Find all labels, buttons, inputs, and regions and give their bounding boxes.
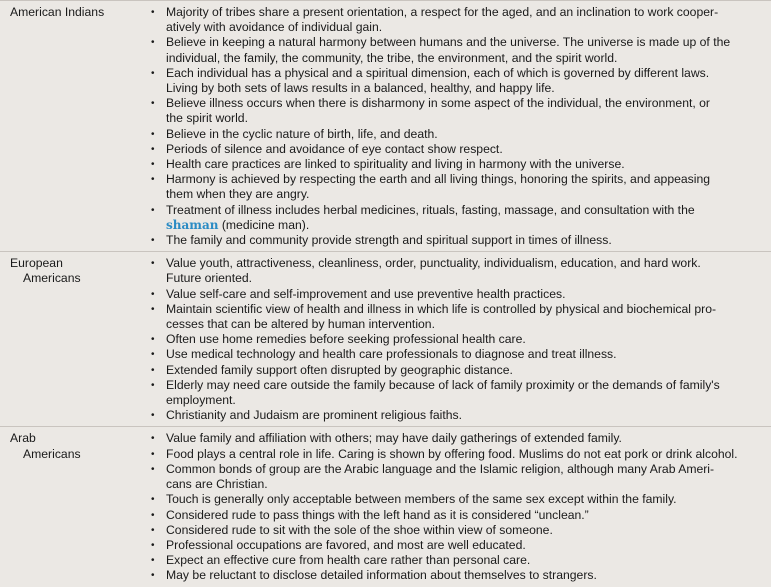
bullet-icon: • [151, 463, 155, 475]
bullet-list [140, 5, 771, 248]
bullet-icon: • [151, 303, 155, 315]
bullet-icon: • [151, 509, 155, 521]
bullet-icon: • [151, 37, 155, 49]
item-text-line: Value self-care and self-improvement and use preventive health practices. [166, 286, 566, 301]
list-item [140, 553, 771, 568]
glossary-term-gloss: (medicine man). [218, 217, 310, 232]
item-text-line: cans are Christian. [166, 477, 268, 492]
list-item [140, 142, 771, 157]
item-text-line: Harmony is achieved by respecting the earth and all living things, honoring the spirits, and appeasing [166, 172, 711, 187]
bullet-icon: • [151, 539, 155, 551]
item-text-line: Believe in keeping a natural harmony between humans and the universe. The universe is made up of the [166, 35, 731, 50]
bullet-icon: • [151, 555, 155, 567]
item-text-line: Food plays a central role in life. Caring is shown by offering food. Muslims do not eat pork or drink alcohol. [166, 446, 738, 461]
list-item [140, 332, 771, 347]
item-text-line: Health care practices are linked to spirituality and living in harmony with the universe. [166, 157, 625, 172]
list-item [140, 492, 771, 507]
bullet-icon: • [151, 174, 155, 186]
group-label [0, 252, 140, 427]
item-text-line: employment. [166, 393, 236, 408]
group-label-line: Americans [23, 271, 81, 286]
list-item [140, 127, 771, 142]
item-text-line: Treatment of illness includes herbal medicines, rituals, fasting, massage, and consultation with the [166, 202, 695, 217]
list-item [140, 302, 771, 332]
bullet-icon: • [151, 67, 155, 79]
item-text-line: Often use home remedies before seeking professional health care. [166, 332, 526, 347]
bullet-icon: • [151, 448, 155, 460]
list-item [140, 203, 771, 233]
item-text-line: Considered rude to pass things with the left hand as it is considered “unclean.” [166, 507, 589, 522]
bullet-icon: • [151, 204, 155, 216]
bullet-icon: • [151, 570, 155, 582]
bullet-icon: • [151, 524, 155, 536]
items-cell [140, 1, 771, 252]
list-item [140, 233, 771, 248]
group-label-line: Arab [10, 431, 36, 446]
item-text-line: Each individual has a physical and a spiritual dimension, each of which is governed by different laws. [166, 65, 710, 80]
list-item [140, 347, 771, 362]
bullet-icon: • [151, 258, 155, 270]
bullet-list [140, 431, 771, 583]
table-row [0, 252, 771, 427]
item-text-line: May be reluctant to disclose detailed information about themselves to strangers. [166, 568, 597, 583]
item-text-line: Value family and affiliation with others; may have daily gatherings of extended family. [166, 431, 622, 446]
list-item [140, 363, 771, 378]
group-label-line: European [10, 256, 63, 271]
bullet-icon: • [151, 334, 155, 346]
list-item [140, 378, 771, 408]
list-item [140, 287, 771, 302]
bullet-icon: • [151, 128, 155, 140]
bullet-icon: • [151, 494, 155, 506]
item-text-line: Elderly may need care outside the family because of lack of family proximity or the demands of family's [166, 377, 720, 392]
item-text-line: Value youth, attractiveness, cleanliness, order, punctuality, individualism, education, and hard work. [166, 256, 701, 271]
list-item [140, 157, 771, 172]
bullet-icon: • [151, 433, 155, 445]
item-text-line: atively with avoidance of individual gain. [166, 20, 383, 35]
bullet-icon: • [151, 288, 155, 300]
list-item [140, 508, 771, 523]
bullet-icon: • [151, 235, 155, 247]
bullet-icon: • [151, 7, 155, 18]
table-row [0, 1, 771, 252]
group-label [0, 427, 140, 587]
item-text-line: Use medical technology and health care professionals to diagnose and treat illness. [166, 347, 617, 362]
item-text-line: Living by both sets of laws results in a balanced, healthy, and happy life. [166, 81, 555, 96]
list-item [140, 538, 771, 553]
list-item [140, 523, 771, 538]
item-text-line: cesses that can be altered by human intervention. [166, 317, 435, 332]
list-item [140, 35, 771, 65]
item-text-line: Believe in the cyclic nature of birth, life, and death. [166, 126, 438, 141]
item-text-line: Future oriented. [166, 271, 253, 286]
group-label-line: Americans [23, 446, 81, 461]
item-text-line: Extended family support often disrupted by geographic distance. [166, 362, 513, 377]
table-row [0, 427, 771, 587]
item-text-line: Majority of tribes share a present orientation, a respect for the aged, and an inclination to work cooper- [166, 5, 719, 19]
item-text-line: The family and community provide strength and spiritual support in times of illness. [166, 233, 612, 248]
list-item [140, 408, 771, 423]
list-item [140, 447, 771, 462]
list-item [140, 256, 771, 286]
list-item [140, 172, 771, 202]
item-text-line: the spirit world. [166, 111, 248, 126]
list-item [140, 96, 771, 126]
items-cell [140, 427, 771, 587]
item-text-line: individual, the family, the community, the tribe, the environment, and the spirit world. [166, 50, 618, 65]
item-text-line: Common bonds of group are the Arabic language and the Islamic religion, although many Arab Ameri- [166, 461, 715, 476]
group-label-line: American Indians [10, 5, 105, 19]
item-text-line: Touch is generally only acceptable between members of the same sex except within the family. [166, 492, 677, 507]
list-item [140, 431, 771, 446]
item-text-line: Periods of silence and avoidance of eye contact show respect. [166, 141, 503, 156]
item-text-line: Considered rude to sit with the sole of the shoe within view of someone. [166, 522, 553, 537]
bullet-icon: • [151, 98, 155, 110]
item-text-line: them when they are angry. [166, 187, 310, 202]
list-item [140, 5, 771, 35]
bullet-icon: • [151, 159, 155, 171]
item-text-line: Expect an effective cure from health care rather than personal care. [166, 553, 531, 568]
item-text-line: Professional occupations are favored, and most are well educated. [166, 537, 526, 552]
group-label [0, 1, 140, 252]
item-text-line: Maintain scientific view of health and illness in which life is controlled by physical and biochemical pro- [166, 301, 717, 316]
bullet-icon: • [151, 143, 155, 155]
item-text-line [166, 218, 763, 233]
list-item [140, 66, 771, 96]
glossary-term[interactable]: shaman [166, 217, 219, 232]
bullet-list [140, 256, 771, 423]
item-text-line: Believe illness occurs when there is disharmony in some aspect of the individual, the environment, or [166, 96, 710, 111]
bullet-icon: • [151, 349, 155, 361]
bullet-icon: • [151, 410, 155, 422]
bullet-icon: • [151, 364, 155, 376]
item-text-line: Christianity and Judaism are prominent religious faiths. [166, 408, 463, 423]
list-item [140, 462, 771, 492]
bullet-icon: • [151, 379, 155, 391]
items-cell [140, 252, 771, 427]
list-item [140, 568, 771, 583]
